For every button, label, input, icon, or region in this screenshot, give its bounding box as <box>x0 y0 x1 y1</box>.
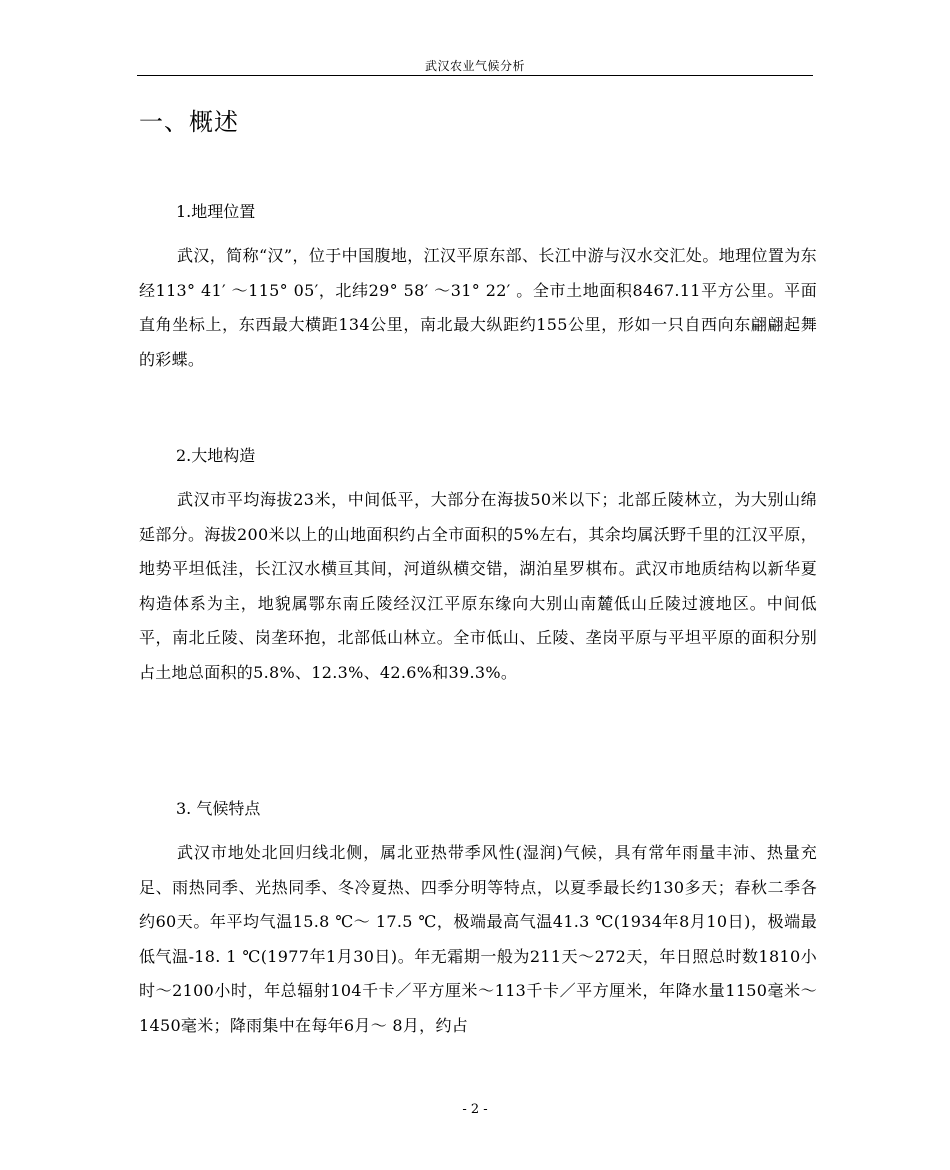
paragraph-location: 武汉，简称“汉”，位于中国腹地，江汉平原东部、长江中游与汉水交汇处。地理位置为东经113° 41′ ～115° 05′，北纬29° 58′ ～31° 22′ 。全市土地面积8467.11平方公里。平面直角坐标上，东西最大横距134公里，南北最大纵距约155公里，形如一只自西向东翩翩起舞的彩蝶。 <box>139 246 817 369</box>
running-header: 武汉农业气候分析 <box>424 59 525 73</box>
paragraph-climate: 武汉市地处北回归线北侧，属北亚热带季风性(湿润)气候，具有常年雨量丰沛、热量充足、雨热同季、光热同季、冬冷夏热、四季分明等特点，以夏季最长约130多天；春秋二季各约60天。年平均气温15.8 ℃～ 17.5 ℃，极端最高气温41.3 ℃(1934年8月10日)，极端最低气温-18. 1 ℃(1977年1月30日)。年无霜期一般为211天～272天，年日照总时数1810小时～2100小时，年总辐射104千卡／平方厘米～113千卡／平方厘米，年降水量1150毫米～1450毫米；降雨集中在每年6月～ 8月，约占 <box>139 843 817 1035</box>
subsection-heading-climate: 3. 气候特点 <box>176 799 261 818</box>
subsection-heading-location: 1.地理位置 <box>176 202 256 221</box>
section-title: 一、概述 <box>139 108 239 136</box>
page-number: - 2 - <box>462 1102 488 1117</box>
header-rule <box>137 75 813 76</box>
subsection-heading-structure: 2.大地构造 <box>176 446 256 465</box>
paragraph-structure: 武汉市平均海拔23米，中间低平，大部分在海拔50米以下；北部丘陵林立，为大别山绵延部分。海拔200米以上的山地面积约占全市面积的5%左右，其余均属沃野千里的江汉平原，地势平坦低洼，长江汉水横亘其间，河道纵横交错，湖泊星罗棋布。武汉市地质结构以新华夏构造体系为主，地貌属鄂东南丘陵经汉江平原东缘向大别山南麓低山丘陵过渡地区。中间低平，南北丘陵、岗垄环抱，北部低山林立。全市低山、丘陵、垄岗平原与平坦平原的面积分别占土地总面积的5.8%、12.3%、42.6%和39.3%。 <box>139 490 817 682</box>
